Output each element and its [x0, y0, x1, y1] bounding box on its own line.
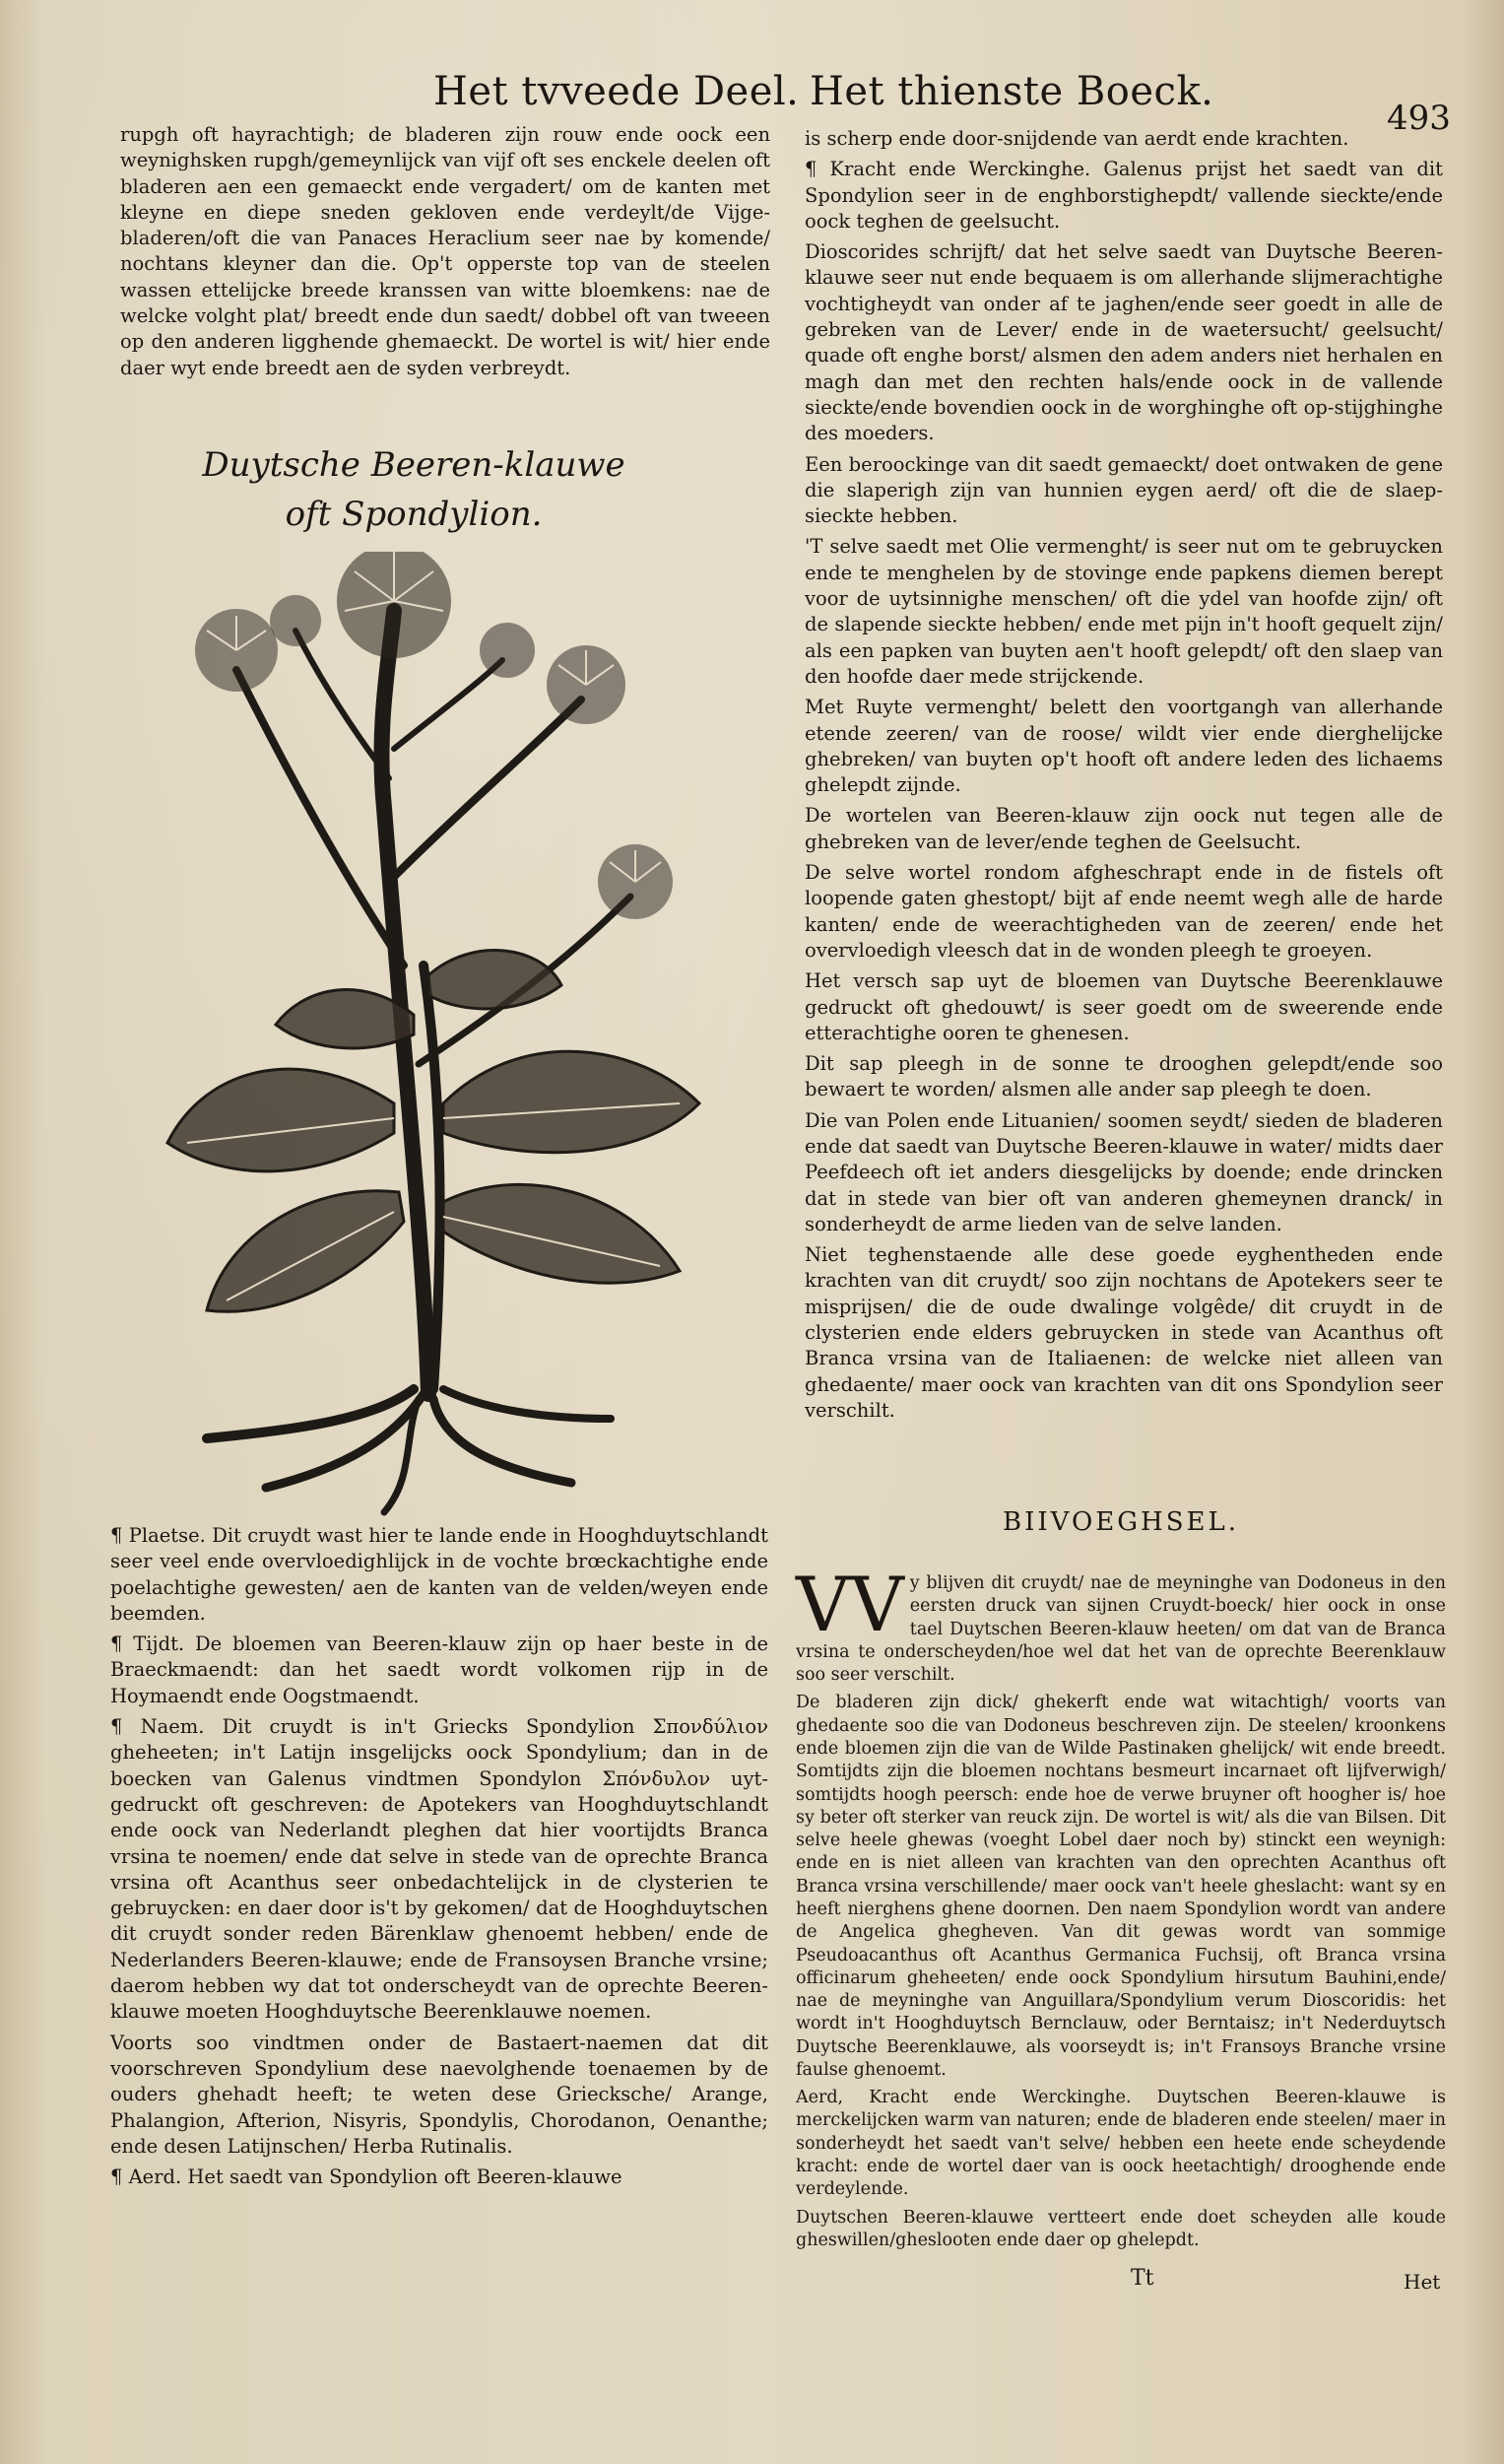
paragraph: Aerd, Kracht ende Werckinghe. Duytschen Beeren-klauwe is merckelijcken warm van naturen; ende de bladeren ende steelen/ maer in sonderheydt het saedt van't selve/ hebben een heete ende scheydende kracht: ende de wortel daer van is oock heetachtigh/ drooghende ende verdeylende. — [796, 2088, 1446, 2200]
leaf — [443, 1051, 699, 1152]
paragraph: Het versch sap uyt de bloemen van Duytsche Beerenklauwe gedruckt oft ghedouwt/ is seer goedt om de sweerende ende etterachtighe ooren te ghenesen. — [805, 969, 1443, 1044]
paragraph: ¶ Kracht ende Werckinghe. Galenus prijst het saedt van dit Spondylion seer in de enghborstighepdt/ vallende sieckte/ende oock teghen de geelsucht. — [805, 158, 1443, 233]
paragraph: ¶ Naem. Dit cruydt is in't Griecks Spondylion Σπονδύλιον gheheeten; in't Latijn insgelijcks oock Spondylium; dan in de boecken van Galenus vindtmen Spondylon Σπόνδυλον uyt-gedruckt oft geschreven: de Apotekers van Hooghduytschlandt ende oock van Nederlandt pleghen dat hier voortijdts Branca vrsina te noemen/ ende dat selve in stede van de oprechte Branca vrsina oft Acanthus seer onbedachtelijck in de clysterien te gebruycken: en daer door is't by gekomen/ dat de Hooghduytschen dit cruydt sonder reden Bärenklaw ghenoemt hebben/ ende de Nederlanders Beeren-klauwe; ende de Fransoysen Branche vrsine; daerom hebben wy dat tot onderscheydt van de oprechte Beeren-klauwe moeten Hooghduytsche Beerenklauwe noemen. — [110, 1715, 768, 2024]
right-column-text — [805, 126, 1443, 1429]
bijvoeghsel-text — [796, 1561, 1446, 2257]
catchword: Het — [1404, 2270, 1441, 2294]
figure-title-line: Duytsche Beeren-klauwe — [202, 445, 625, 485]
root — [443, 1389, 611, 1419]
paragraph: De selve wortel rondom afgheschrapt ende in de fistels oft loopende gaten ghestopt/ bijt af ende neemt wegh alle de harde kanten/ ende de weerachtigheden van de zeeren/ ende het overvloedigh vleesch dat in de wonden pleegh te groeyen. — [805, 861, 1443, 962]
running-header-right: Het thienste Boeck. — [810, 69, 1214, 114]
signature-mark: Tt — [1131, 2266, 1154, 2291]
left-column-top-text — [120, 122, 770, 386]
paragraph: rupgh oft hayrachtigh; de bladeren zijn rouw ende oock een weynighsken rupgh/gemeynlijck van vijf oft ses enckele deelen oft bladeren aen een gemaeckt ende vergadert/ om de kanten met kleyne en diepe sneden gekloven ende verdeylt/de Vijge-bladeren/oft die van Panaces Heraclium seer nae by komende/ nochtans kleyner dan die. Op't opperste top van de steelen wassen ettelijcke breede kranssen van witte bloemkens: nae de welcke volght plat/ breedt ende dun saedt/ dobbel oft van tweeen op den anderen ligghende ghemaeckt. De wortel is wit/ hier ende daer wyt ende breedt aen de syden verbreydt. — [120, 123, 770, 379]
paragraph-text: y blijven dit cruydt/ nae de meyninghe van Dodoneus in den eersten druck van sijnen Cruydt-boeck/ hier oock in onse tael Duytschen Beeren-klauw heeten/ om dat van de Branca vrsina te onderscheyden/hoe wel dat het van de oprechte Beerenklauw soo seer verschilt. — [796, 1573, 1446, 1686]
paragraph: ¶ Plaetse. Dit cruydt wast hier te lande ende in Hooghduytschlandt seer veel ende overvloedighlijck in de vochte brœckachtighe ende poelachtighe gewesten/ aen de kanten van de velden/weyen ende beemden. — [110, 1524, 768, 1625]
paragraph: Die van Polen ende Lituanien/ soomen seydt/ sieden de bladeren ende dat saedt van Duytsche Beeren-klauwe in water/ midts daer Peefdeech oft iet anders diesgelijcks by doende; ende drincken dat in stede van bier oft van anderen ghemeynen dranck/ in sonderheydt de arme lieden van de selve landen. — [805, 1108, 1443, 1235]
drop-capital: VV — [796, 1561, 904, 1648]
root — [207, 1389, 414, 1438]
figure-title-line: oft Spondylion. — [285, 495, 543, 534]
section-title-bijvoeghsel: BIIVOEGHSEL. — [1002, 1507, 1240, 1537]
running-header-left: Het tvveede Deel. — [433, 69, 800, 114]
paragraph: Met Ruyte vermenght/ belett den voortgangh van allerhande etende zeeren/ van de roose/ wildt vier ende dierghelijcke ghebreken/ van buyten op't hooft oft andere leden des lichaems ghelepdt zijnde. — [805, 696, 1443, 797]
paragraph: is scherp ende door-snijdende van aerdt ende krachten. — [805, 127, 1349, 150]
leaf — [207, 1191, 404, 1312]
left-column-bottom-text — [110, 1523, 768, 2195]
paragraph: Duytschen Beeren-klauwe vertteert ende doet scheyden alle koude gheswillen/gheslooten ende daer op ghelepdt. — [796, 2207, 1446, 2250]
paragraph: 'T selve saedt met Olie vermenght/ is seer nut om te gebruycken ende te menghelen by de stovinge ende papkens diemen berept voor de uytsinnighe menschen/ oft die ydel van hoofde zijn/ oft de slapende sieckte hebben/ ende met pijn in't hooft gequelt zijn/ als een papken van buyten aen't hooft gelepdt/ oft den slaep van den hoofde daer mede strijckende. — [805, 535, 1443, 688]
leaf — [167, 1069, 394, 1171]
leaf — [428, 951, 561, 1009]
paragraph: Dioscorides schrijft/ dat het selve saedt van Duytsche Beeren-klauwe seer nut ende bequaem is om allerhande slijmerachtighe vochtigheydt van onder af te jaghen/ende seer goedt in alle de gebreken van de Lever/ ende in de waetersucht/ geelsucht/ quade oft enghe borst/ alsmen den adem anders niet herhalen en magh dan met den rechten hals/ende oock in de vallende sieckte/ende bovendien oock in de worghinghe oft op-stijghinghe des moeders. — [805, 240, 1443, 445]
plant-woodcut-illustration — [148, 552, 719, 1517]
page-number: 493 — [1387, 99, 1451, 138]
paragraph: De wortelen van Beeren-klauw zijn oock nut tegen alle de ghebreken van de lever/ende teghen de Geelsucht. — [805, 804, 1443, 853]
paragraph: De bladeren zijn dick/ ghekerft ende wat witachtigh/ voorts van ghedaente soo die van Dodoneus beschreven zijn. De steelen/ kroonkens ende bloemen zijn die van de Wilde Pastinaken ghelijck/ wit ende breedt. Somtijdts zijn die bloemen nochtans besmeurt incarnaet oft lijfverwigh/ somtijdts hoogh peersch: ende hoe de verwe bruyner oft hoogher is/ hoe sy beter oft sterker van reuck zijn. De wortel is wit/ als die van Bilsen. Dit selve heele ghewas (voeght Lobel daer noch by) stinckt een weynigh: ende en is niet alleen van krachten van den oprechten Acanthus oft Branca vrsina verschillende/ maer oock van't heele gheslacht: want sy en heeft nierghens ghene doornen. Den naem Spondylion wordt van andere de Angelica ghegheven. Van dit gewas wordt van sommige Pseudoacanthus oft Acanthus Germanica Fuchsij, oft Branca vrsina officinarum gheheeten/ ende oock Spondylium hirsutum Bauhini,ende/ nae de meyninghe van Anguillara/Spondylium verum Dioscoridis: het wordt in't Hooghduytsch Bernclauw, oder Berntaisz; in't Nederduytsch Duytsche Beerenklauwe, als voorseydt is; in't Fransoys Branche vrsine faulse ghenoemt. — [796, 1693, 1446, 2080]
paragraph: ¶ Aerd. Het saedt van Spondylion oft Beeren-klauwe — [110, 2165, 622, 2189]
paragraph: Niet teghenstaende alle dese goede eyghentheden ende krachten van dit cruydt/ soo zijn nochtans de Apotekers seer te misprijsen/ die de oude dwalinge volgêde/ dit cruydt in de clysterien ende elders gebruycken in stede van Acanthus oft Branca vrsina van de Italiaenen: de welcke niet alleen van ghedaente/ maer oock van krachten van dit ons Spondylion seer verschilt. — [805, 1243, 1443, 1422]
root — [266, 1394, 424, 1488]
paragraph: Voorts soo vindtmen onder de Bastaert-naemen dat dit voorschreven Spondylium dese naevolghende toenaemen by de ouders ghehadt heeft; te weten dese Griecksche/ Arange, Phalangion, Afterion, Nisyris, Spondylis, Chorodanon, Oenanthe; ende desen Latijnschen/ Herba Rutinalis. — [110, 2031, 768, 2158]
paragraph: ¶ Tijdt. De bloemen van Beeren-klauw zijn op haer beste in de Braeckmaendt: dan het saedt wordt volkomen rijp in de Hoymaendt ende Oogstmaendt. — [110, 1632, 768, 1707]
stem — [394, 660, 502, 749]
umbel-flower — [480, 623, 535, 678]
umbel-flower — [270, 595, 321, 646]
leaf — [443, 1184, 680, 1283]
paragraph: Dit sap pleegh in de sonne te drooghen gelepdt/ende soo bewaert te worden/ alsmen alle ander sap pleegh te doen. — [805, 1052, 1443, 1101]
figure-title — [138, 440, 689, 539]
paragraph: Een beroockinge van dit saedt gemaeckt/ doet ontwaken de gene die slaperigh zijn van hunnien eygen aerd/ oft die de slaep-sieckte hebben. — [805, 452, 1443, 528]
paragraph — [796, 1561, 1446, 1687]
